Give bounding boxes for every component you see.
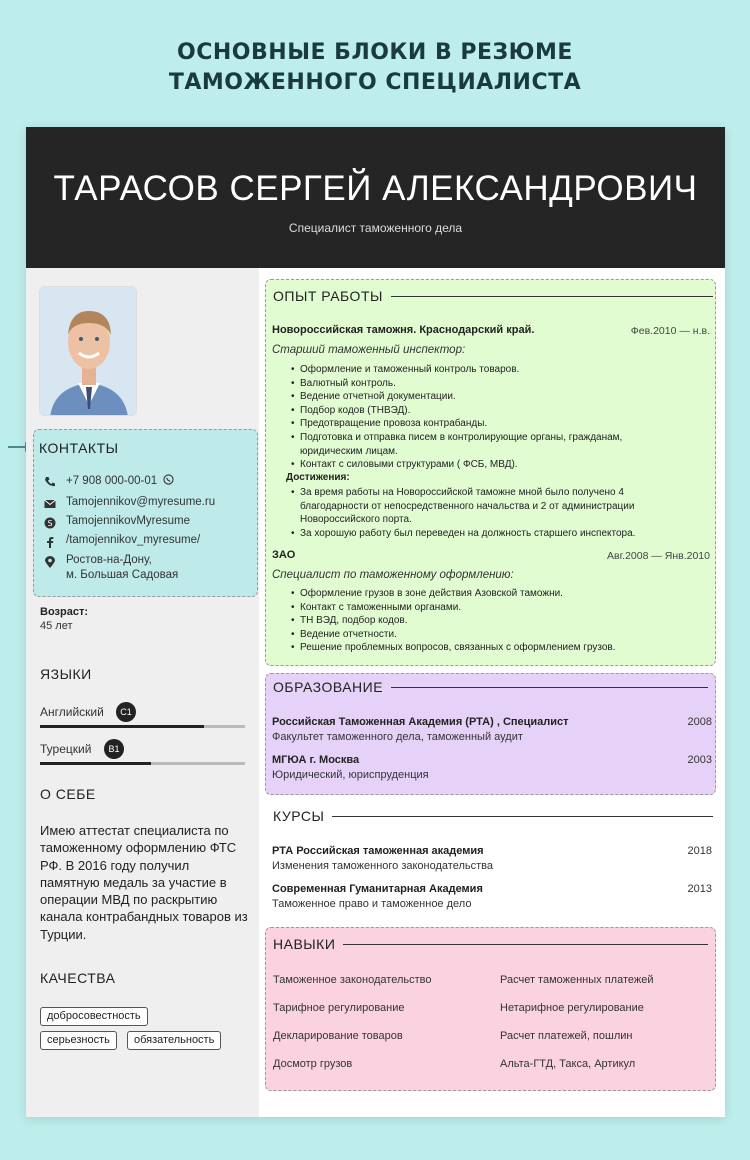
course-desc: Таможенное право и таможенное дело (272, 898, 472, 910)
skill-item: Расчет платежей, пошлин (500, 1030, 633, 1042)
course-desc: Изменения таможенного законодательства (272, 860, 493, 872)
page-title-line2: ТАМОЖЕННОГО СПЕЦИАЛИСТА (168, 70, 582, 95)
duty-item: • Подбор кодов (ТНВЭД). (300, 404, 622, 418)
duty-item: • Оформление грузов в зоне действия Азовской таможни. (300, 587, 616, 601)
resume-header (26, 127, 725, 268)
job-duties (300, 587, 616, 655)
quality-tag: обязательность (127, 1031, 221, 1050)
svg-text:S: S (47, 519, 53, 528)
duty-item: • Ведение отчетной документации. (300, 390, 622, 404)
course-name: Современная Гуманитарная Академия (272, 883, 483, 895)
language-level-bar (40, 725, 245, 728)
skill-item: Декларирование товаров (273, 1030, 403, 1042)
language-level-badge: C1 (116, 702, 136, 722)
job-duties (300, 363, 622, 472)
language-level-badge: B1 (104, 739, 124, 759)
achievement-item-cont: Новороссийского порта. (300, 514, 412, 526)
course-year: 2018 (687, 845, 712, 857)
skill-item: Досмотр грузов (273, 1058, 353, 1070)
contact-email[interactable]: Tamojennikov@myresume.ru (66, 496, 216, 508)
whatsapp-icon (163, 474, 174, 485)
duty-item-cont: юридическим лицам. (300, 445, 398, 457)
duty-item: • Контакт с силовыми структурами ( ФСБ, МВД). (300, 458, 622, 472)
skill-item: Тарифное регулирование (273, 1002, 405, 1014)
page-title-line1: ОСНОВНЫЕ БЛОКИ В РЕЗЮМЕ (177, 40, 573, 65)
about-title: О СЕБЕ (40, 786, 96, 802)
age-value: 45 лет (40, 620, 73, 632)
skills-title (273, 936, 708, 952)
skill-item: Расчет таможенных платежей (500, 974, 654, 986)
address-line1: Ростов-на-Дону, (66, 554, 152, 566)
age-label: Возраст: (40, 606, 88, 618)
courses-title-text: КУРСЫ (273, 808, 325, 824)
facebook-icon (44, 536, 56, 548)
achievements-list (300, 486, 635, 540)
duty-item: • Оформление и таможенный контроль товаров. (300, 363, 622, 377)
achievement-item: • За хорошую работу был переведен на должность старшего инспектора. (300, 527, 635, 541)
language-level-fill (40, 725, 204, 728)
achievements-label: Достижения: (286, 472, 350, 483)
quality-tag: серьезность (40, 1031, 117, 1050)
contact-facebook[interactable]: /tamojennikov_myresume/ (66, 534, 201, 546)
skype-icon (44, 517, 56, 529)
duty-item: • Контакт с таможенными органами. (300, 601, 616, 615)
education-title (273, 679, 708, 695)
education-year: 2003 (687, 754, 712, 766)
job-dates: Авг.2008 — Янв.2010 (607, 550, 710, 562)
duty-item: • Предотвращение провоза контрабанды. (300, 417, 622, 431)
about-text: Имею аттестат специалиста по таможенному оформлению ФТС РФ. В 2016 году получил памятную медаль за участие в операции МВД по раскрытию канала контрабандных товаров из Турции. (40, 823, 248, 942)
job-company: Новороссийская таможня. Краснодарский край. (272, 324, 535, 336)
skill-item: Таможенное законодательство (273, 974, 432, 986)
education-desc: Факультет таможенного дела, таможенный аудит (272, 731, 523, 743)
language-level-fill (40, 762, 151, 765)
achievement-item-cont: благодарности от непосредственного начальства и 2 от администрации (300, 500, 635, 512)
skill-item: Альта-ГТД, Такса, Артикул (500, 1058, 636, 1070)
phone-icon (44, 476, 56, 488)
resume-sheet (26, 127, 725, 1117)
job-position: Специалист по таможенному оформлению: (272, 569, 514, 581)
job-position: Старший таможенный инспектор: (272, 344, 466, 356)
job-company: ЗАО (272, 549, 296, 561)
avatar (39, 286, 137, 416)
education-desc: Юридический, юриспруденция (272, 769, 429, 781)
sidebar (26, 268, 259, 1117)
duty-item: • Ведение отчетности. (300, 628, 616, 642)
quality-tag: добросовестность (40, 1007, 148, 1026)
phone-value: +7 908 000-00-01 (66, 475, 158, 487)
education-title-text: ОБРАЗОВАНИЕ (273, 679, 384, 695)
qualities-title: КАЧЕСТВА (40, 970, 116, 986)
skills-title-text: НАВЫКИ (273, 936, 336, 952)
skill-item: Нетарифное регулирование (500, 1002, 644, 1014)
achievement-item: • За время работы на Новороссийской таможне мной было получено 4 (300, 486, 635, 500)
email-icon (44, 498, 56, 510)
education-year: 2008 (687, 716, 712, 728)
education-name: Российская Таможенная Академия (РТА) , Специалист (272, 716, 569, 728)
education-name: МГЮА г. Москва (272, 754, 360, 766)
course-year: 2013 (687, 883, 712, 895)
course-name: РТА Российская таможенная академия (272, 845, 484, 857)
contacts-title: КОНТАКТЫ (39, 440, 119, 456)
page-title (0, 38, 750, 98)
language-name: Английский (40, 705, 104, 719)
address-line2: м. Большая Садовая (66, 569, 179, 581)
duty-item: • Подготовка и отправка писем в контролирующие органы, гражданам, (300, 431, 622, 445)
languages-title: ЯЗЫКИ (40, 666, 92, 682)
contact-phone[interactable] (66, 474, 174, 489)
language-name: Турецкий (40, 742, 92, 756)
language-level-bar (40, 762, 245, 765)
location-pin-icon (44, 556, 56, 568)
candidate-role: Специалист таможенного дела (288, 221, 463, 235)
job-dates: Фев.2010 — н.в. (630, 325, 710, 337)
experience-title-text: ОПЫТ РАБОТЫ (273, 288, 383, 304)
duty-item: • ТН ВЭД, подбор кодов. (300, 614, 616, 628)
courses-title (273, 808, 713, 824)
candidate-name: ТАРАСОВ СЕРГЕЙ АЛЕКСАНДРОВИЧ (53, 169, 698, 208)
contact-skype[interactable]: TamojennikovMyresume (66, 515, 190, 527)
contact-address (66, 553, 178, 583)
experience-title (273, 288, 713, 304)
duty-item: • Валютный контроль. (300, 377, 622, 391)
duty-item: • Решение проблемных вопросов, связанных с оформлением грузов. (300, 641, 616, 655)
